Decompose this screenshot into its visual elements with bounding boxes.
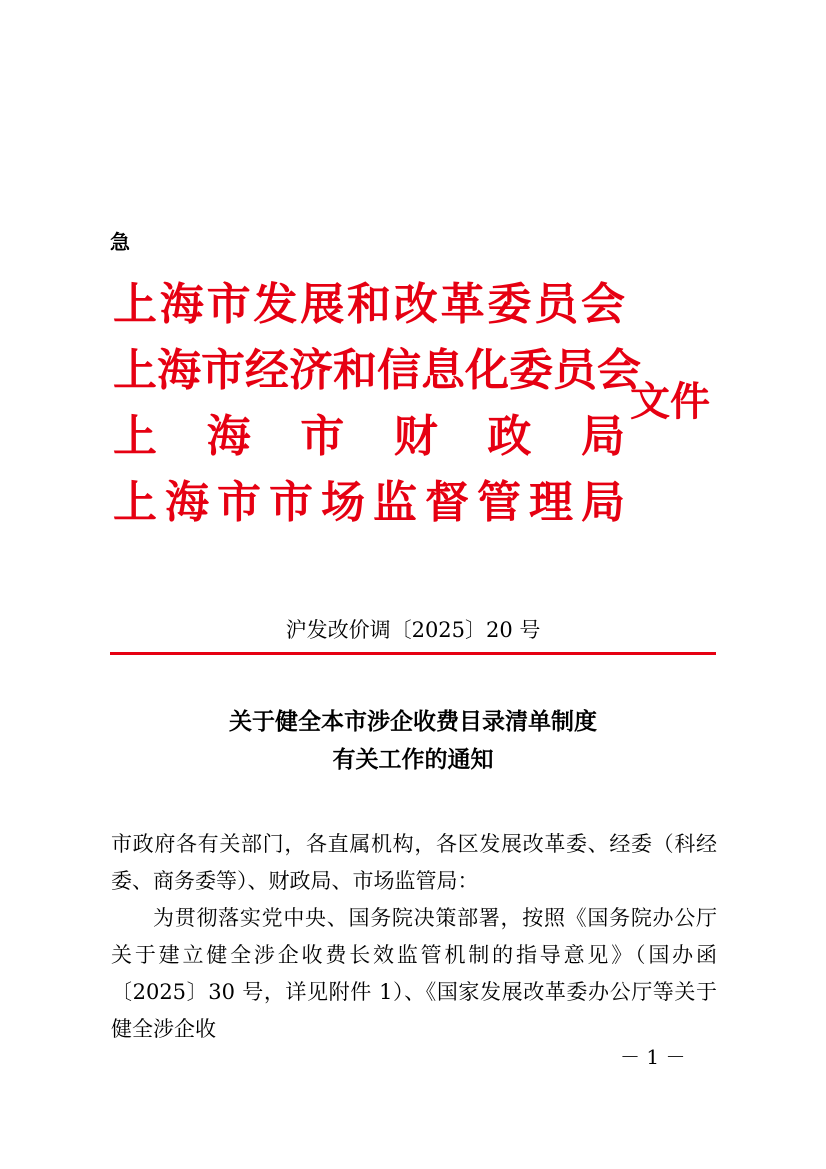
notice-body [111,826,717,1048]
page-number: － 1 － [620,1045,686,1069]
issuer-line: 上海市市场监督管理局 [113,477,625,528]
body-paragraph: 为贯彻落实党中央、国务院决策部署，按照《国务院办公厅关于建立健全涉企收费长效监管机制的指导意见》（国办函〔2025〕30 号，详见附件 1）、《国家发展改革委办公厅等关于健全涉企收 [111,906,717,1041]
document-number: 沪发改价调〔2025〕20 号 [285,618,541,642]
issuer-line: 上 海 市 财 政 局 [113,411,625,462]
issuer-line: 上海市经济和信息化委员会 [113,345,641,396]
title-line-2: 有关工作的通知 [332,746,494,773]
title-line-1: 关于健全本市涉企收费目录清单制度 [229,708,597,735]
issuing-agencies [113,272,641,536]
urgency-mark: 急 [110,230,130,254]
document-word: 文件 [630,378,710,425]
notice-title [0,703,826,779]
red-divider [110,652,716,655]
issuer-line: 上海市发展和改革委员会 [113,279,625,330]
salutation: 市政府各有关部门，各直属机构，各区发展改革委、经委（科经委、商务委等）、财政局、市场监管局： [111,832,717,893]
